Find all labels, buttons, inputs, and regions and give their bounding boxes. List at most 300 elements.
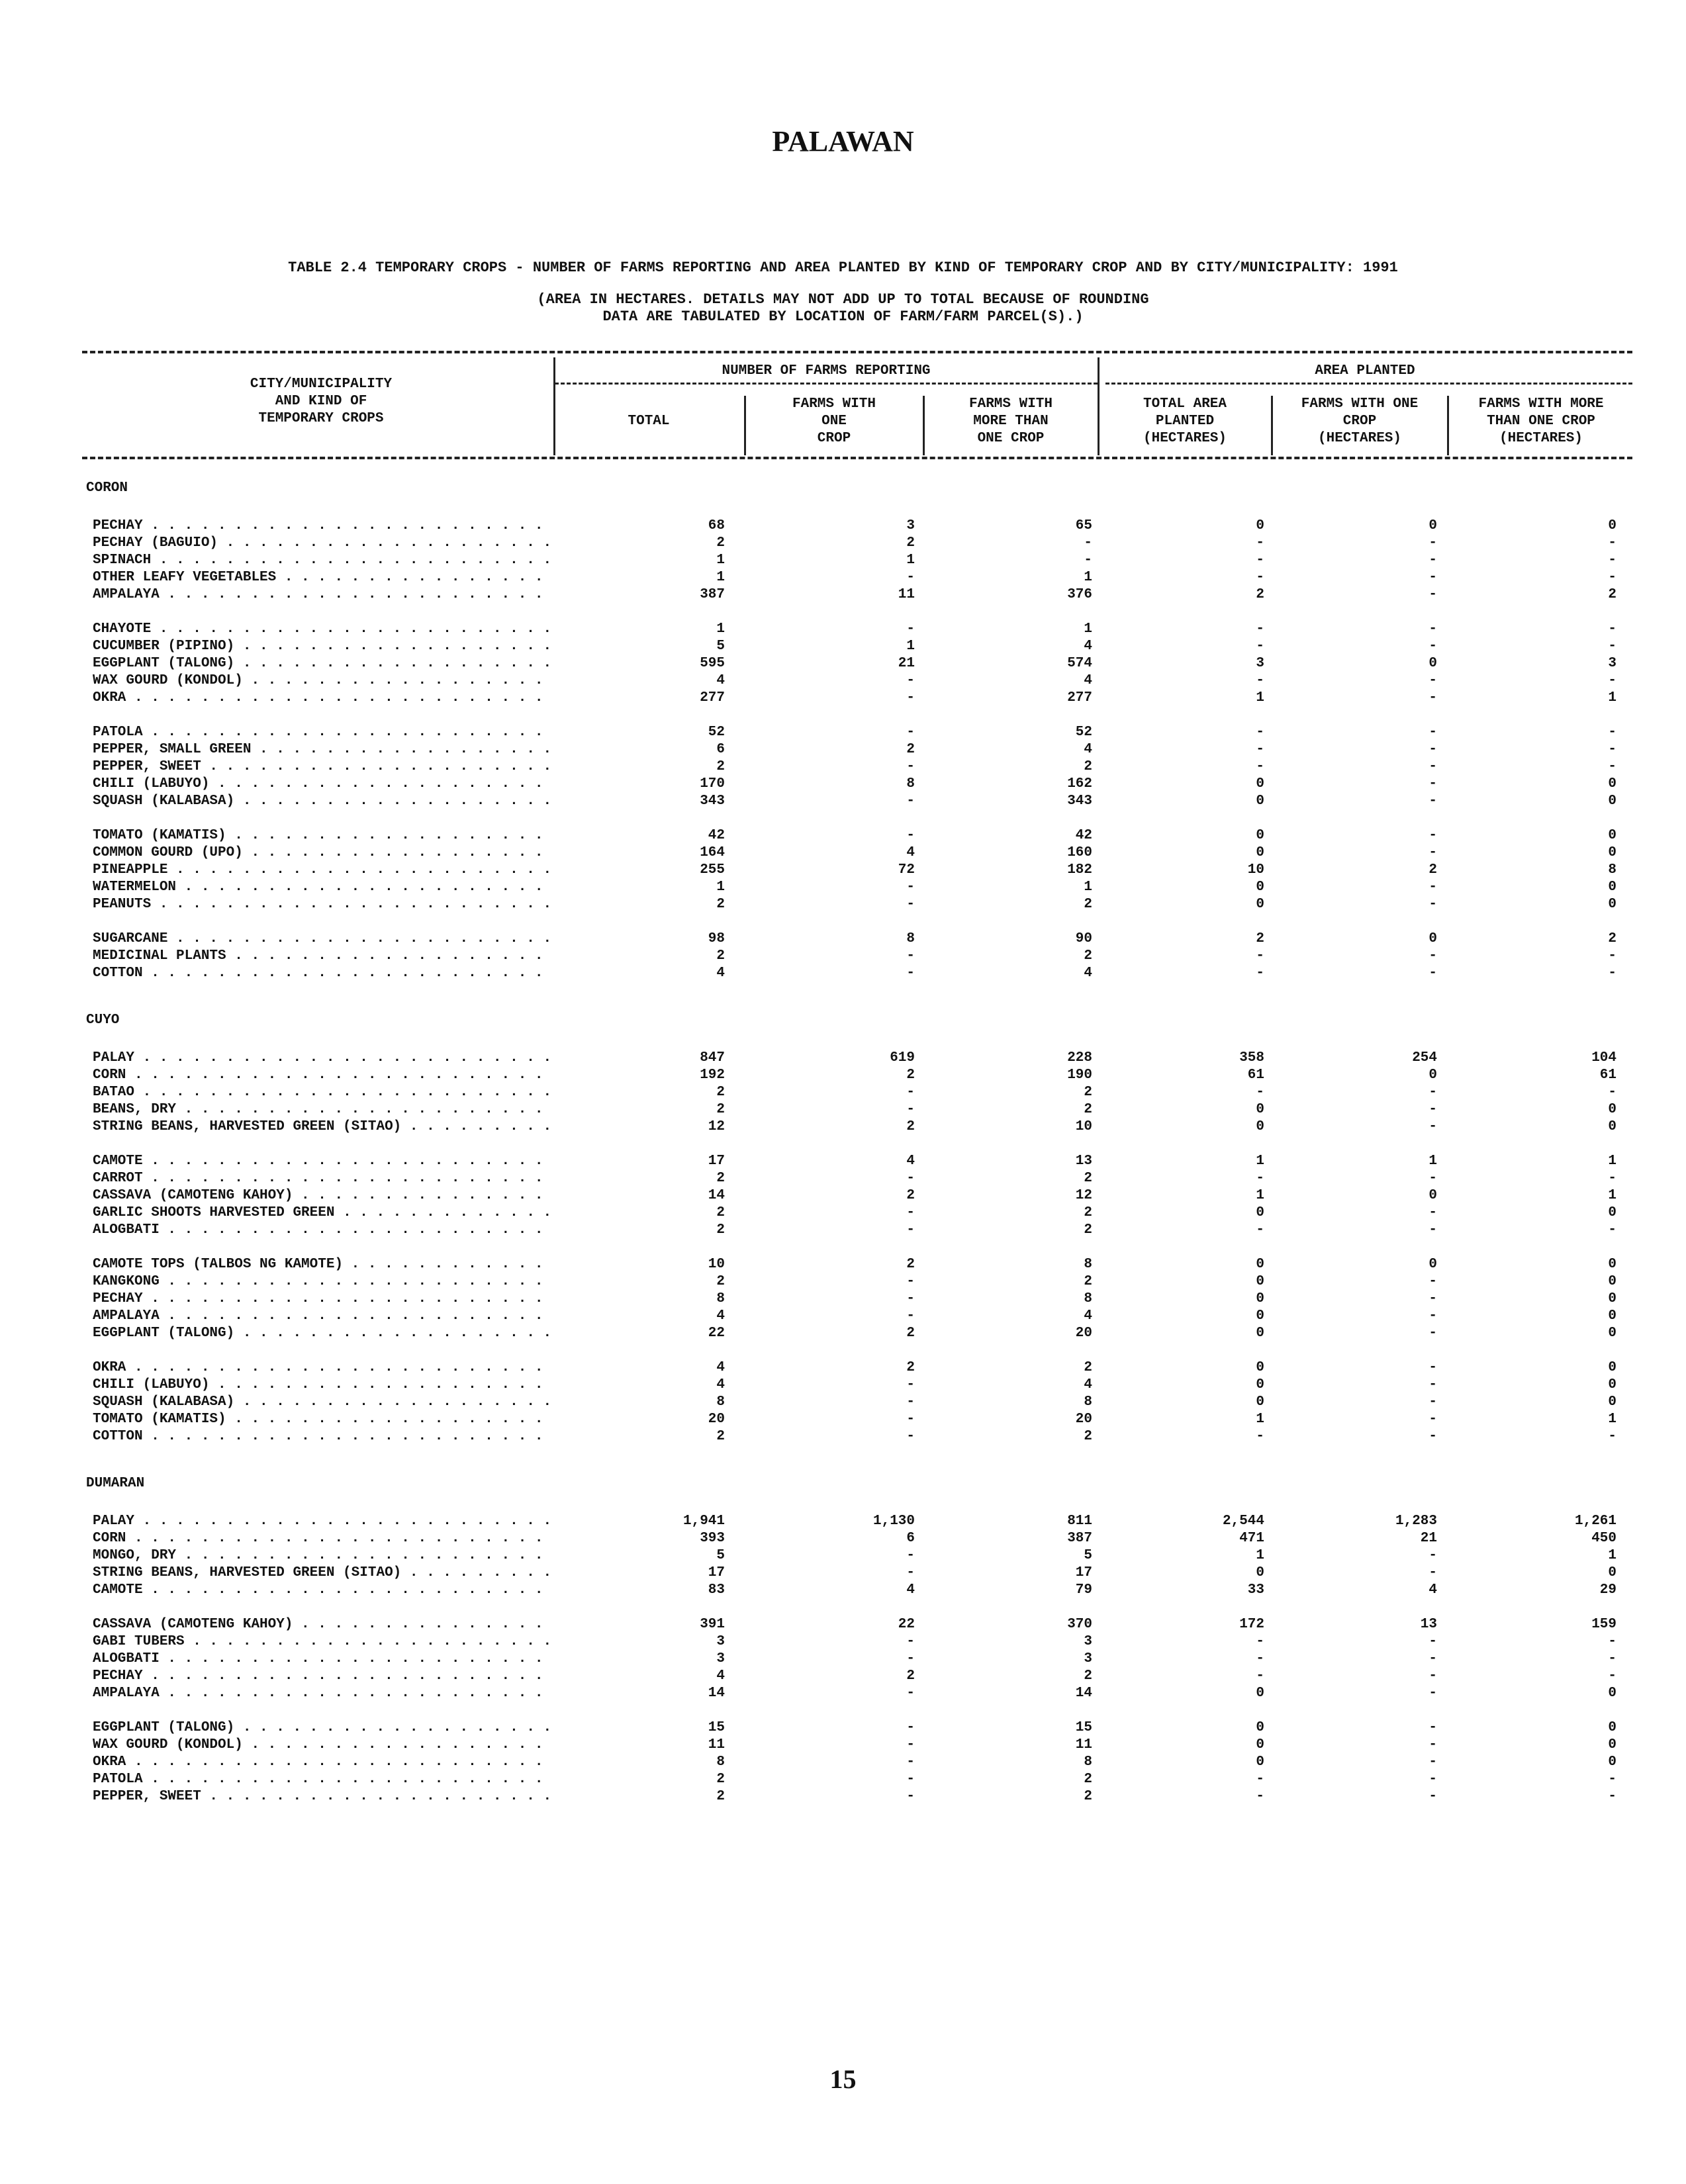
farms-more-crop-cell: 4 [1084,639,1092,654]
farms-more-crop-cell: 2 [1084,1205,1092,1220]
area-total-cell: 0 [1256,1274,1264,1289]
area-total-cell: 2 [1256,587,1264,602]
table-row [0,1428,1686,1445]
farms-total-cell: 164 [700,845,725,860]
area-one-crop-cell: - [1428,1205,1437,1220]
table-row [0,1719,1686,1737]
farms-more-crop-cell: 376 [1067,587,1092,602]
farms-more-crop-cell: 2 [1084,1429,1092,1444]
area-total-cell: 0 [1256,1291,1264,1306]
area-more-crop-cell: - [1608,570,1616,585]
farms-more-crop-cell: 4 [1084,1308,1092,1324]
farms-total-cell: 1 [716,570,725,585]
area-group-rule [1105,383,1632,385]
farms-one-crop-cell: - [906,725,915,740]
table-row [0,1325,1686,1342]
table-row [0,1771,1686,1788]
farms-more-crop-cell: 574 [1067,656,1092,671]
stub-header-line: CITY/MUNICIPALITY [250,377,393,392]
area-more-crop-cell: 0 [1608,1308,1616,1324]
crop-name: PINEAPPLE . . . [93,862,549,879]
table-row [0,1101,1686,1118]
area-more-crop-cell: 0 [1608,1754,1616,1770]
table-row [0,1513,1686,1530]
crop-name: PECHAY . . . [93,1668,549,1685]
area-total-cell: - [1256,1634,1264,1649]
table-row [0,1788,1686,1805]
area-more-crop-cell: 0 [1608,1291,1616,1306]
area-more-crop-cell: - [1608,1634,1616,1649]
farms-one-crop-cell: 2 [906,535,915,551]
area-total-cell: 0 [1256,880,1264,895]
table-row [0,776,1686,793]
farms-more-crop-cell: 3 [1084,1634,1092,1649]
area-more-crop-cell: 159 [1591,1617,1616,1632]
municipality-name: CUYO [86,1013,120,1028]
table-row [0,1633,1686,1651]
header-line: ONE CROP [977,431,1045,446]
area-total-cell: 1 [1256,1548,1264,1563]
area-total-cell: - [1256,1171,1264,1186]
farms-more-crop-cell: 2 [1084,897,1092,912]
farms-total-cell: 2 [716,1102,725,1117]
farms-total-cell: 2 [716,948,725,964]
municipality-heading [0,1472,1686,1496]
table-row [0,724,1686,741]
farms-one-crop-cell: - [906,690,915,705]
area-one-crop-cell: 0 [1428,1188,1437,1203]
area-more-crop-cell: 2 [1608,587,1616,602]
farms-total-cell: 98 [708,931,725,946]
farms-one-crop-cell: - [906,897,915,912]
farms-one-crop-cell: 2 [906,742,915,757]
crop-name: PEPPER, SWEET . . . [93,758,549,776]
farms-group-header: NUMBER OF FARMS REPORTING [722,363,931,379]
table-row [0,758,1686,776]
farms-more-crop-cell: 811 [1067,1514,1092,1529]
farms-total-cell: 52 [708,725,725,740]
area-one-crop-cell: 0 [1428,518,1437,533]
farms-more-crop-cell: 13 [1075,1154,1092,1169]
area-total-cell: 0 [1256,845,1264,860]
header-line: TOTAL AREA [1143,396,1227,412]
farms-more-crop-cell: 8 [1084,1394,1092,1410]
row-spacer [0,1342,1686,1359]
farms-one-crop-cell: - [906,759,915,774]
farms-more-crop-cell: 90 [1075,931,1092,946]
column-divider [1447,396,1449,455]
farms-total-cell: 1 [716,880,725,895]
area-total-cell: - [1256,1789,1264,1804]
farms-total-cell: 17 [708,1565,725,1580]
farms-total-cell: 4 [716,966,725,981]
farms-more-crop-cell: 8 [1084,1291,1092,1306]
crop-name: PATOLA . . . [93,1771,549,1788]
area-total-cell: 0 [1256,1102,1264,1117]
area-more-crop-cell: 0 [1608,1686,1616,1701]
table-row [0,1651,1686,1668]
area-one-crop-cell: - [1428,880,1437,895]
area-one-crop-cell: - [1428,1222,1437,1238]
table-row [0,1118,1686,1136]
area-one-crop-cell: - [1428,1291,1437,1306]
row-spacer [0,707,1686,724]
area-more-crop-cell: 0 [1608,1102,1616,1117]
crop-name: SUGARCANE . . . [93,931,549,948]
area-more-crop-cell: - [1608,621,1616,637]
farms-total-cell: 8 [716,1291,725,1306]
area-more-crop-cell: - [1608,966,1616,981]
farms-one-crop-cell: 2 [906,1257,915,1272]
area-more-crop-cell: 0 [1608,1360,1616,1375]
farms-one-crop-cell: 3 [906,518,915,533]
farms-one-crop-cell: 2 [906,1360,915,1375]
crop-name: OTHER LEAFY VEGETABLES . . . [93,569,549,586]
crop-name: MEDICINAL PLANTS . . . [93,948,549,965]
crop-name: CAMOTE . . . [93,1153,549,1170]
farms-one-crop-cell: - [906,1789,915,1804]
table-row [0,655,1686,672]
area-more-crop-cell: - [1608,673,1616,688]
area-more-crop-cell: - [1608,639,1616,654]
area-more-crop-cell: 0 [1608,1274,1616,1289]
farms-total-cell: 8 [716,1394,725,1410]
farms-more-crop-cell: - [1084,553,1092,568]
area-one-crop-cell: - [1428,1651,1437,1666]
area-total-cell: 3 [1256,656,1264,671]
farms-total-cell: 10 [708,1257,725,1272]
crop-name: GARLIC SHOOTS HARVESTED GREEN . . . [93,1205,549,1222]
header-line: MORE THAN [973,414,1049,429]
farms-more-crop-cell: 11 [1075,1737,1092,1752]
farms-total-cell: 2 [716,1772,725,1787]
farms-one-crop-cell: 4 [906,845,915,860]
area-one-crop-cell: - [1428,1308,1437,1324]
farms-total-cell: 5 [716,639,725,654]
table-row [0,1256,1686,1273]
table-row [0,1359,1686,1377]
table-row [0,1067,1686,1084]
table-row [0,1273,1686,1291]
table-row [0,586,1686,604]
farms-more-crop-cell: 1 [1084,621,1092,637]
table-row [0,1411,1686,1428]
area-one-crop-cell: 1,283 [1395,1514,1437,1529]
farms-one-crop-cell: - [906,673,915,688]
area-total-cell: - [1256,673,1264,688]
crop-name: GABI TUBERS . . . [93,1633,549,1651]
row-spacer [0,1032,1686,1050]
area-more-crop-cell: 0 [1608,1394,1616,1410]
farms-total-cell: 68 [708,518,725,533]
area-total-cell: - [1256,1772,1264,1787]
stub-header-line: TEMPORARY CROPS [258,411,384,426]
area-one-crop-cell: - [1428,570,1437,585]
farms-more-crop-cell: 20 [1075,1412,1092,1427]
farms-one-crop-cell: - [906,1772,915,1787]
farms-more-crop-cell: 1 [1084,880,1092,895]
farms-total-cell: 1,941 [682,1514,725,1529]
area-more-crop-cell: - [1608,1789,1616,1804]
municipality-name: DUMARAN [86,1476,145,1491]
column-divider [744,396,746,455]
crop-name: OKRA . . . [93,1359,549,1377]
area-more-crop-cell: - [1608,725,1616,740]
area-one-crop-cell: - [1428,639,1437,654]
area-one-crop-cell: - [1428,621,1437,637]
farms-total-cell: 11 [708,1737,725,1752]
crop-name: PATOLA . . . [93,724,549,741]
farms-more-crop-cell: 3 [1084,1651,1092,1666]
area-total-cell: 0 [1256,1119,1264,1134]
area-one-crop-cell: - [1428,1565,1437,1580]
header-line: FARMS WITH [968,396,1053,412]
farms-one-crop-cell: - [906,1737,915,1752]
area-total-cell: 0 [1256,828,1264,843]
area-more-crop-cell: - [1608,759,1616,774]
area-total-cell: 61 [1247,1068,1264,1083]
farms-more-crop-cell: 370 [1067,1617,1092,1632]
data-table [0,477,1686,1805]
province-title: PALAWAN [772,125,914,158]
farms-one-crop-cell: - [906,1085,915,1100]
row-spacer [0,1702,1686,1719]
farms-total-cell: 393 [700,1531,725,1546]
municipality-heading [0,477,1686,500]
farms-total-cell: 2 [716,535,725,551]
farms-more-crop-cell: 8 [1084,1754,1092,1770]
crop-name: STRING BEANS, HARVESTED GREEN (SITAO) . . . [93,1565,549,1582]
crop-name: COTTON . . . [93,965,549,982]
column-divider [553,357,555,455]
table-row [0,1737,1686,1754]
area-one-crop-cell: - [1428,1394,1437,1410]
header-line: CROP [1342,414,1377,429]
crop-name: CASSAVA (CAMOTENG KAHOY) . . . [93,1187,549,1205]
table-row [0,741,1686,758]
table-row [0,1668,1686,1685]
table-row [0,1377,1686,1394]
area-total-cell: 172 [1239,1617,1264,1632]
farms-total-cell: 387 [700,587,725,602]
table-row [0,1394,1686,1411]
area-more-crop-cell: - [1608,742,1616,757]
area-more-crop-cell: 1 [1608,1154,1616,1169]
area-more-crop-cell: 0 [1608,776,1616,792]
farms-more-crop-cell: 2 [1084,1222,1092,1238]
area-one-crop-cell: 1 [1428,1154,1437,1169]
table-row [0,1170,1686,1187]
area-total-cell: - [1256,725,1264,740]
farms-total-cell: 277 [700,690,725,705]
area-one-crop-cell: - [1428,1754,1437,1770]
farms-one-crop-cell: - [906,1222,915,1238]
header-bottom-rule [82,457,1632,459]
crop-name: OKRA . . . [93,1754,549,1771]
table-row [0,931,1686,948]
area-total-cell: - [1256,948,1264,964]
farms-total-cell: 20 [708,1412,725,1427]
farms-one-crop-cell: - [906,1686,915,1701]
table-row [0,1530,1686,1547]
area-more-crop-cell: - [1608,948,1616,964]
farms-more-crop-cell: - [1084,535,1092,551]
crop-name: KANGKONG . . . [93,1273,549,1291]
farms-one-crop-cell: 1 [906,639,915,654]
area-more-crop-cell: 29 [1599,1582,1616,1598]
header-line: THAN ONE CROP [1487,414,1595,429]
area-total-cell: - [1256,553,1264,568]
header-line: (HECTARES) [1499,431,1583,446]
farms-total-cell: 170 [700,776,725,792]
area-more-crop-header [1450,396,1632,447]
area-more-crop-cell: 1,261 [1574,1514,1616,1529]
area-one-crop-cell: - [1428,759,1437,774]
area-total-cell: 0 [1256,1326,1264,1341]
area-one-crop-cell: - [1428,673,1437,688]
area-one-crop-cell: - [1428,1789,1437,1804]
area-more-crop-cell: - [1608,1085,1616,1100]
farms-one-crop-cell: 72 [898,862,915,878]
row-spacer [0,1136,1686,1153]
farms-group-rule [555,383,1098,385]
crop-name: CORN . . . [93,1067,549,1084]
farms-more-crop-cell: 228 [1067,1050,1092,1066]
farms-more-crop-cell: 65 [1075,518,1092,533]
crop-name: STRING BEANS, HARVESTED GREEN (SITAO) . . . [93,1118,549,1136]
area-total-cell: 1 [1256,1412,1264,1427]
table-row [0,1565,1686,1582]
area-total-cell: 2 [1256,931,1264,946]
table-row [0,1050,1686,1067]
area-one-crop-cell: - [1428,776,1437,792]
farms-total-cell: 83 [708,1582,725,1598]
crop-name: PEPPER, SWEET . . . [93,1788,549,1805]
area-total-cell: 0 [1256,1737,1264,1752]
table-row [0,879,1686,896]
area-total-cell: 0 [1256,1308,1264,1324]
farms-one-crop-cell: - [906,1171,915,1186]
area-one-crop-cell: - [1428,1772,1437,1787]
farms-total-cell: 14 [708,1686,725,1701]
farms-one-crop-cell: - [906,1651,915,1666]
crop-name: COTTON . . . [93,1428,549,1445]
area-total-cell: 0 [1256,1394,1264,1410]
area-more-crop-cell: 0 [1608,794,1616,809]
header-line: CROP [817,431,851,446]
farms-more-crop-cell: 52 [1075,725,1092,740]
farms-more-crop-cell: 17 [1075,1565,1092,1580]
farms-total-cell: 42 [708,828,725,843]
farms-more-crop-cell: 79 [1075,1582,1092,1598]
area-one-crop-cell: - [1428,1412,1437,1427]
area-more-crop-cell: 0 [1608,828,1616,843]
crop-name: PALAY . . . [93,1513,549,1530]
area-more-crop-cell: - [1608,1222,1616,1238]
area-total-cell: - [1256,1429,1264,1444]
area-one-crop-cell: 2 [1428,862,1437,878]
farms-more-crop-cell: 2 [1084,1668,1092,1684]
farms-one-crop-cell: 2 [906,1326,915,1341]
farms-more-crop-cell: 182 [1067,862,1092,878]
farms-one-crop-cell: 2 [906,1668,915,1684]
crop-name: EGGPLANT (TALONG) . . . [93,1325,549,1342]
table-row [0,1205,1686,1222]
area-more-crop-cell: 1 [1608,1188,1616,1203]
farms-one-crop-cell: - [906,1274,915,1289]
farms-total-cell: 3 [716,1651,725,1666]
crop-name: PEANUTS . . . [93,896,549,913]
farms-one-crop-cell: - [906,1634,915,1649]
area-total-cell: 1 [1256,1188,1264,1203]
table-row [0,1187,1686,1205]
area-one-crop-cell: - [1428,1171,1437,1186]
table-row [0,1547,1686,1565]
farms-one-crop-cell: - [906,1377,915,1392]
table-row [0,690,1686,707]
farms-more-crop-cell: 5 [1084,1548,1092,1563]
farms-total-cell: 6 [716,742,725,757]
area-total-cell: - [1256,1085,1264,1100]
table-row [0,621,1686,638]
area-total-cell: 0 [1256,518,1264,533]
stub-header-line: AND KIND OF [275,394,367,409]
farms-more-crop-cell: 2 [1084,1360,1092,1375]
farms-more-crop-cell: 277 [1067,690,1092,705]
area-one-crop-cell: - [1428,828,1437,843]
area-one-crop-cell: 254 [1412,1050,1437,1066]
farms-total-cell: 2 [716,1274,725,1289]
farms-more-crop-cell: 2 [1084,1274,1092,1289]
farms-one-crop-cell: 8 [906,776,915,792]
crop-name: CAMOTE . . . [93,1582,549,1599]
header-line: (HECTARES) [1317,431,1402,446]
farms-more-crop-cell: 4 [1084,742,1092,757]
crop-name: MONGO, DRY . . . [93,1547,549,1565]
farms-total-cell: 4 [716,1377,725,1392]
farms-one-crop-cell: 8 [906,931,915,946]
farms-total-cell: 2 [716,1429,725,1444]
area-one-crop-cell: - [1428,845,1437,860]
table-row [0,1291,1686,1308]
farms-total-cell: 4 [716,1360,725,1375]
farms-total-cell: 2 [716,1171,725,1186]
area-total-cell: 0 [1256,1377,1264,1392]
column-divider [923,396,925,455]
farms-one-crop-cell: - [906,1291,915,1306]
farms-total-cell: 1 [716,621,725,637]
row-spacer [0,1239,1686,1256]
area-one-crop-cell: 13 [1420,1617,1437,1632]
farms-more-crop-cell: 4 [1084,673,1092,688]
area-one-crop-cell: - [1428,742,1437,757]
table-row [0,1153,1686,1170]
crop-name: CORN . . . [93,1530,549,1547]
area-more-crop-cell: 0 [1608,1257,1616,1272]
farms-more-crop-cell: 2 [1084,1772,1092,1787]
area-one-crop-cell: - [1428,553,1437,568]
area-total-cell: 2,544 [1222,1514,1264,1529]
farms-total-cell: 595 [700,656,725,671]
crop-name: WAX GOURD (KONDOL) . . . [93,672,549,690]
table-row [0,672,1686,690]
area-more-crop-cell: 3 [1608,656,1616,671]
area-more-crop-cell: 1 [1608,1412,1616,1427]
crop-name: EGGPLANT (TALONG) . . . [93,1719,549,1737]
row-spacer [0,500,1686,518]
farms-one-crop-cell: 2 [906,1119,915,1134]
header-line: FARMS WITH [792,396,876,412]
